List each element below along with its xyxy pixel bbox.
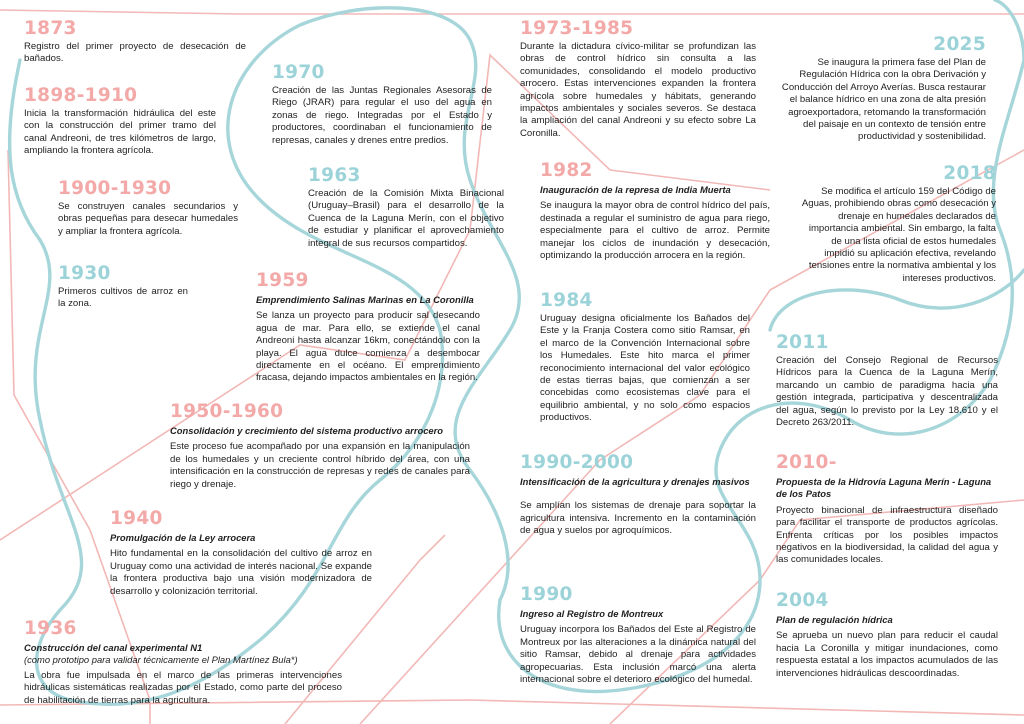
entry-subtitle: Construcción del canal experimental N1: [24, 642, 203, 653]
entry-year: 1990: [520, 584, 573, 605]
timeline-entry-1940: [110, 508, 372, 598]
entry-year: 1940: [110, 508, 163, 529]
entry-year: 1970: [272, 62, 325, 83]
entry-text: La obra fue impulsada en el marco de las primeras intervenciones hidráulicas sistemáticas realizadas por el Estado, como parte del proceso de habilitación de tierras para la agricultura.: [24, 669, 342, 706]
timeline-entry-2025: [780, 34, 986, 144]
entry-year: 1950-1960: [170, 401, 284, 422]
entry-text: Inicia la transformación hidráulica del este con la construcción del primer tramo del canal Andreoni, de tres kilómetros de largo, ampliando la frontera agrícola.: [24, 108, 216, 157]
entry-subtitle: Inauguración de la represa de India Muerta: [540, 184, 731, 195]
entry-text: Se aprueba un nuevo plan para reducir el caudal hacia La Coronilla y mitigar inundaciones, como respuesta estatal a los impactos acumulados de las intervenciones hidráulicas descoordinadas.: [776, 630, 998, 679]
entry-year: 1936: [24, 618, 77, 639]
timeline-entry-1898-1910: [24, 85, 216, 158]
timeline-entry-2011: [776, 332, 998, 429]
entry-subtitle: Emprendimiento Salinas Marinas en La Coronilla: [256, 294, 474, 305]
entry-text: Se amplían los sistemas de drenaje para soportar la agricultura intensiva. Incremento en la contaminación de agua y suelos por agroquímicos.: [520, 500, 756, 537]
entry-year: 2011: [776, 332, 829, 353]
entry-subtitle: Intensificación de la agricultura y drenajes masivos: [520, 476, 750, 487]
timeline-entry-2018: [800, 163, 996, 285]
entry-year: 1990-2000: [520, 452, 634, 473]
entry-subtitle: Propuesta de la Hidrovía Laguna Merín - Laguna de los Patos: [776, 476, 992, 500]
entry-year: 1984: [540, 290, 593, 311]
timeline-entry-1984: [540, 290, 750, 425]
entry-text: Uruguay incorpora los Bañados del Este al Registro de Montreux por las alteraciones a la dinámica natural del sitio Ramsar, debido al drenaje para actividades agropecuarias. Esta inclusión marcó una alerta internacional sobre el deterioro ecológico del humedal.: [520, 624, 756, 686]
timeline-entry-1930: [58, 263, 188, 311]
timeline-entry-1970: [272, 62, 492, 147]
entry-year: 1930: [58, 263, 111, 284]
timeline-entry-1982: [540, 160, 770, 262]
entry-text: Este proceso fue acompañado por una expansión en la manipulación de los humedales y un creciente control híbrido del área, con una intensificación en la construcción de represas y redes de canales para riego y drenaje.: [170, 441, 470, 490]
entry-year: 1898-1910: [24, 85, 138, 106]
timeline-entry-2004: [776, 590, 998, 680]
timeline-entry-1963: [308, 165, 504, 250]
entry-year: 2018: [943, 163, 996, 184]
entry-text: Proyecto binacional de infraestructura diseñado para facilitar el transporte de productos agrícolas. Enfrenta críticas por los posibles impactos negativos en la biodiversidad, la calidad del agua y las comunidades locales.: [776, 504, 998, 566]
entry-year: 1959: [256, 270, 309, 291]
entry-text: Se construyen canales secundarios y obras pequeñas para desecar humedales y ampliar la frontera agrícola.: [58, 201, 238, 237]
entry-text: Se lanza un proyecto para producir sal desecando agua de mar. Para ello, se extiende el canal Andreoni hasta alcanzar 16km, conectándolo con la playa. El agua dulce comienza a desembocar directamente en el océano. El emprendimiento fracasa, dejando impactos ambientales en la región.: [256, 310, 480, 384]
entry-text: Creación de las Juntas Regionales Asesoras de Riego (JRAR) para regular el uso del agua en zonas de riego. Integradas por el Estado y productores, coordinaban el funcionamiento de represas, canales y drenes entre predios.: [272, 85, 492, 146]
timeline-entry-1950-1960: [170, 401, 470, 491]
entry-subtitle: Consolidación y crecimiento del sistema productivo arrocero: [170, 425, 443, 436]
entry-subtitle-note: (como prototipo para validar técnicamente el Plan Martínez Bula*): [24, 654, 298, 666]
timeline-entry-1936: [24, 618, 342, 707]
timeline-entry-1973-1985: [520, 18, 756, 140]
timeline-entry-1959: [256, 270, 480, 385]
entry-text: Primeros cultivos de arroz en la zona.: [58, 286, 188, 310]
timeline-entry-1990: [520, 584, 756, 686]
entry-subtitle: Promulgación de la Ley arrocera: [110, 532, 256, 543]
entry-subtitle: Ingreso al Registro de Montreux: [520, 608, 664, 619]
entry-subtitle: Plan de regulación hídrica: [776, 614, 893, 625]
timeline-entry-1990-2000: [520, 452, 756, 538]
entry-year: 1982: [540, 160, 593, 181]
timeline-entry-1873: [24, 18, 246, 66]
entry-text: Uruguay designa oficialmente los Bañados del Este y la Franja Costera como sitio Ramsar, en el marco de la Convención Internacional sobre los Humedales. Este hito marca el primer reconocimiento internacional del valor ecológico de estas tierras bajas, que comienzan a ser concebidas como ecosistemas clave para el equilibrio ambiental, y no solo como espacios productivos.: [540, 313, 750, 424]
timeline-entry-1900-1930: [58, 178, 238, 238]
entry-year: 1963: [308, 165, 361, 186]
entry-text: Se inaugura la mayor obra de control hídrico del país, destinada a regular el suministro de agua para riego, especialmente para el cultivo de arroz. Permite manejar los ciclos de inundación y desecación, optimizando la producción arrocera en la región.: [540, 200, 770, 262]
entry-text: Registro del primer proyecto de desecación de bañados.: [24, 41, 246, 65]
entry-text: Durante la dictadura cívico-militar se profundizan las obras de control hídrico sin consulta a las comunidades, consolidando el modelo productivo arrocero. Estas intervenciones expanden la frontera agrícola sobre humedales y hábitats, generando impactos ambientales y sociales severos. Se destaca la ampliación del canal Andreoni y su efecto sobre La Coronilla.: [520, 41, 756, 139]
entry-year: 1873: [24, 18, 77, 39]
entry-text: Hito fundamental en la consolidación del cultivo de arroz en Uruguay como una actividad de interés nacional. Se expande la frontera productiva bajo una visión modernizadora de desarrollo y colonización territorial.: [110, 548, 372, 597]
entry-year: 1900-1930: [58, 178, 172, 199]
entry-year: 1973-1985: [520, 18, 634, 39]
entry-text: Creación del Consejo Regional de Recursos Hídricos para la Cuenca de la Laguna Merín, marcando un cambio de paradigma hacia una gestión integrada, participativa y descentralizada del agua, según lo previsto por la Ley 18.610 y el Decreto 263/2011.: [776, 355, 998, 429]
entry-text: Creación de la Comisión Mixta Binacional (Uruguay–Brasil) para el desarrollo de la Cuenca de la Laguna Merín, con el objetivo de estudiar y planificar el aprovechamiento integral de sus recursos compartidos.: [308, 188, 504, 249]
entry-text: Se modifica el artículo 159 del Código de Aguas, prohibiendo obras como desecación y drenaje en humedales declarados de importancia ambiental. Sin embargo, la falta de una lista oficial de estos humedales impidió su aplicación efectiva, revelando tensiones entre la normativa ambiental y los intereses productivos.: [801, 186, 996, 284]
timeline-entry-2010: [776, 452, 998, 567]
entry-year: 2025: [933, 34, 986, 55]
entry-text: Se inaugura la primera fase del Plan de Regulación Hídrica con la obra Derivación y Conducción del Arroyo Averías. Busca restaurar el balance hídrico en una zona de alta presión agroexportadora, retomando la transformación del paisaje en un contexto de tensión entre productividad y sostenibilidad.: [781, 57, 986, 143]
entry-year: 2004: [776, 590, 829, 611]
pink-line-top: [0, 10, 1024, 14]
entry-year: 2010-: [776, 452, 837, 473]
